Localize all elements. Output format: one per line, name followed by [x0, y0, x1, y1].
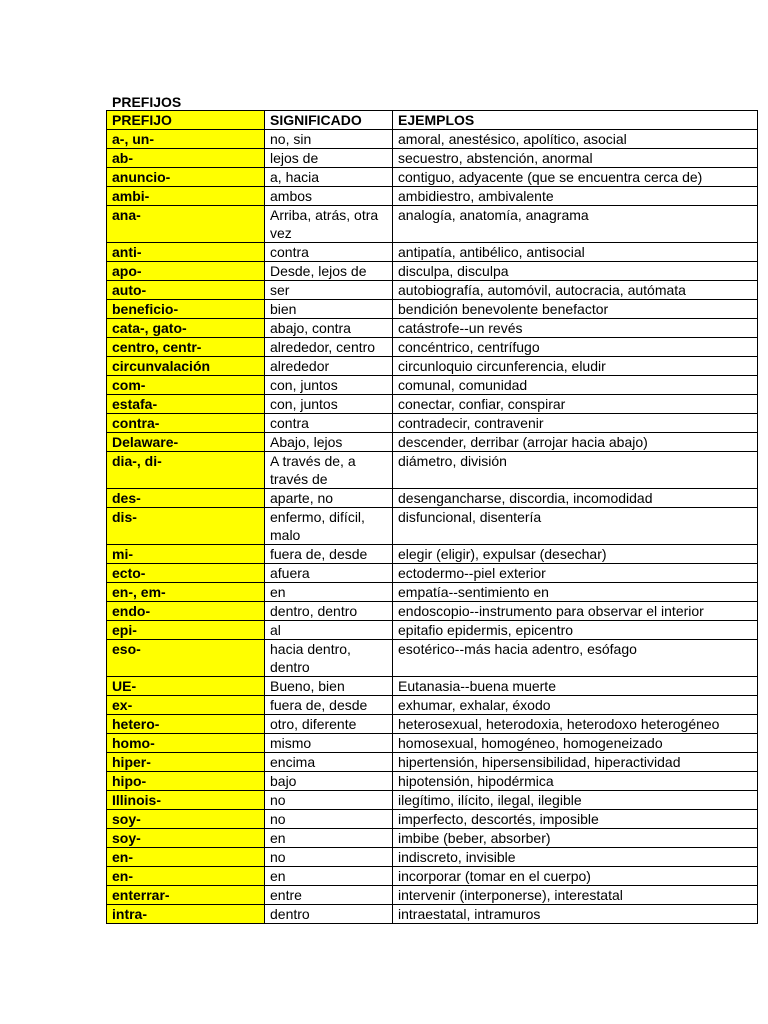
- prefix-cell: soy-: [107, 810, 265, 829]
- prefix-cell: homo-: [107, 734, 265, 753]
- examples-cell: homosexual, homogéneo, homogeneizado: [393, 734, 758, 753]
- table-row: [107, 187, 758, 206]
- prefix-cell: UE-: [107, 677, 265, 696]
- prefix-table: [106, 110, 758, 924]
- table-row: [107, 206, 758, 243]
- table-row: [107, 772, 758, 791]
- prefix-cell: ab-: [107, 149, 265, 168]
- prefix-cell: ecto-: [107, 564, 265, 583]
- prefix-cell: contra-: [107, 414, 265, 433]
- prefix-cell: beneficio-: [107, 300, 265, 319]
- examples-cell: epitafio epidermis, epicentro: [393, 621, 758, 640]
- table-row: [107, 300, 758, 319]
- table-row: [107, 734, 758, 753]
- meaning-cell: aparte, no: [265, 489, 393, 508]
- meaning-cell: enfermo, difícil, malo: [265, 508, 393, 545]
- meaning-cell: Bueno, bien: [265, 677, 393, 696]
- examples-cell: Eutanasia--buena muerte: [393, 677, 758, 696]
- prefix-cell: soy-: [107, 829, 265, 848]
- table-row: [107, 319, 758, 338]
- meaning-cell: bien: [265, 300, 393, 319]
- examples-cell: concéntrico, centrífugo: [393, 338, 758, 357]
- prefix-cell: circunvalación: [107, 357, 265, 376]
- table-row: [107, 168, 758, 187]
- examples-cell: catástrofe--un revés: [393, 319, 758, 338]
- examples-cell: antipatía, antibélico, antisocial: [393, 243, 758, 262]
- examples-cell: intraestatal, intramuros: [393, 905, 758, 924]
- prefix-cell: hiper-: [107, 753, 265, 772]
- meaning-cell: bajo: [265, 772, 393, 791]
- table-row: [107, 262, 758, 281]
- examples-cell: empatía--sentimiento en: [393, 583, 758, 602]
- prefix-cell: en-: [107, 848, 265, 867]
- meaning-cell: Abajo, lejos: [265, 433, 393, 452]
- meaning-cell: en: [265, 829, 393, 848]
- prefix-cell: eso-: [107, 640, 265, 677]
- examples-cell: secuestro, abstención, anormal: [393, 149, 758, 168]
- meaning-cell: al: [265, 621, 393, 640]
- table-row: [107, 281, 758, 300]
- column-header-prefix: PREFIJO: [107, 111, 265, 130]
- prefix-cell: Delaware-: [107, 433, 265, 452]
- table-row: [107, 414, 758, 433]
- prefix-cell: Illinois-: [107, 791, 265, 810]
- meaning-cell: hacia dentro, dentro: [265, 640, 393, 677]
- table-row: [107, 489, 758, 508]
- meaning-cell: a, hacia: [265, 168, 393, 187]
- prefix-cell: intra-: [107, 905, 265, 924]
- table-row: [107, 696, 758, 715]
- table-row: [107, 848, 758, 867]
- table-row: [107, 715, 758, 734]
- table-row: [107, 564, 758, 583]
- meaning-cell: contra: [265, 243, 393, 262]
- examples-cell: disculpa, disculpa: [393, 262, 758, 281]
- prefix-cell: ambi-: [107, 187, 265, 206]
- prefix-cell: epi-: [107, 621, 265, 640]
- meaning-cell: otro, diferente: [265, 715, 393, 734]
- examples-cell: contiguo, adyacente (que se encuentra cerca de): [393, 168, 758, 187]
- prefix-cell: anti-: [107, 243, 265, 262]
- meaning-cell: no, sin: [265, 130, 393, 149]
- examples-cell: exhumar, exhalar, éxodo: [393, 696, 758, 715]
- meaning-cell: alrededor: [265, 357, 393, 376]
- examples-cell: elegir (eligir), expulsar (desechar): [393, 545, 758, 564]
- prefix-cell: cata-, gato-: [107, 319, 265, 338]
- examples-cell: endoscopio--instrumento para observar el interior: [393, 602, 758, 621]
- prefix-cell: dia-, di-: [107, 452, 265, 489]
- table-row: [107, 867, 758, 886]
- table-row: [107, 602, 758, 621]
- page-title: PREFIJOS: [112, 94, 182, 110]
- table-row: [107, 583, 758, 602]
- meaning-cell: lejos de: [265, 149, 393, 168]
- table-row: [107, 338, 758, 357]
- table-row: [107, 433, 758, 452]
- examples-cell: amoral, anestésico, apolítico, asocial: [393, 130, 758, 149]
- meaning-cell: no: [265, 848, 393, 867]
- prefix-cell: en-, em-: [107, 583, 265, 602]
- examples-cell: imperfecto, descortés, imposible: [393, 810, 758, 829]
- meaning-cell: encima: [265, 753, 393, 772]
- prefix-cell: anuncio-: [107, 168, 265, 187]
- column-header-meaning: SIGNIFICADO: [265, 111, 393, 130]
- examples-cell: disfuncional, disentería: [393, 508, 758, 545]
- prefix-cell: centro, centr-: [107, 338, 265, 357]
- examples-cell: hipertensión, hipersensibilidad, hiperactividad: [393, 753, 758, 772]
- meaning-cell: con, juntos: [265, 376, 393, 395]
- meaning-cell: afuera: [265, 564, 393, 583]
- table-row: [107, 395, 758, 414]
- examples-cell: bendición benevolente benefactor: [393, 300, 758, 319]
- prefix-cell: ex-: [107, 696, 265, 715]
- examples-cell: imbibe (beber, absorber): [393, 829, 758, 848]
- meaning-cell: ambos: [265, 187, 393, 206]
- examples-cell: diámetro, división: [393, 452, 758, 489]
- table-row: [107, 545, 758, 564]
- table-row: [107, 829, 758, 848]
- meaning-cell: mismo: [265, 734, 393, 753]
- meaning-cell: dentro, dentro: [265, 602, 393, 621]
- meaning-cell: entre: [265, 886, 393, 905]
- examples-cell: comunal, comunidad: [393, 376, 758, 395]
- meaning-cell: dentro: [265, 905, 393, 924]
- examples-cell: esotérico--más hacia adentro, esófago: [393, 640, 758, 677]
- table-body: [107, 111, 758, 924]
- prefix-cell: mi-: [107, 545, 265, 564]
- table-row: [107, 452, 758, 489]
- meaning-cell: no: [265, 810, 393, 829]
- meaning-cell: en: [265, 867, 393, 886]
- meaning-cell: con, juntos: [265, 395, 393, 414]
- examples-cell: ectodermo--piel exterior: [393, 564, 758, 583]
- table-header-row: [107, 111, 758, 130]
- prefix-cell: apo-: [107, 262, 265, 281]
- prefix-cell: en-: [107, 867, 265, 886]
- prefix-cell: ana-: [107, 206, 265, 243]
- meaning-cell: no: [265, 791, 393, 810]
- table-row: [107, 791, 758, 810]
- prefix-cell: auto-: [107, 281, 265, 300]
- examples-cell: intervenir (interponerse), interestatal: [393, 886, 758, 905]
- table-row: [107, 905, 758, 924]
- table-row: [107, 357, 758, 376]
- examples-cell: contradecir, contravenir: [393, 414, 758, 433]
- prefix-cell: enterrar-: [107, 886, 265, 905]
- table-row: [107, 621, 758, 640]
- examples-cell: ambidiestro, ambivalente: [393, 187, 758, 206]
- table-row: [107, 753, 758, 772]
- table-row: [107, 376, 758, 395]
- examples-cell: desengancharse, discordia, incomodidad: [393, 489, 758, 508]
- meaning-cell: Arriba, atrás, otra vez: [265, 206, 393, 243]
- prefix-cell: a-, un-: [107, 130, 265, 149]
- meaning-cell: en: [265, 583, 393, 602]
- prefix-cell: des-: [107, 489, 265, 508]
- examples-cell: ilegítimo, ilícito, ilegal, ilegible: [393, 791, 758, 810]
- meaning-cell: A través de, a través de: [265, 452, 393, 489]
- prefix-cell: hipo-: [107, 772, 265, 791]
- table-row: [107, 640, 758, 677]
- examples-cell: conectar, confiar, conspirar: [393, 395, 758, 414]
- meaning-cell: abajo, contra: [265, 319, 393, 338]
- meaning-cell: Desde, lejos de: [265, 262, 393, 281]
- prefix-cell: estafa-: [107, 395, 265, 414]
- meaning-cell: alrededor, centro: [265, 338, 393, 357]
- prefix-cell: hetero-: [107, 715, 265, 734]
- examples-cell: incorporar (tomar en el cuerpo): [393, 867, 758, 886]
- table-row: [107, 810, 758, 829]
- meaning-cell: fuera de, desde: [265, 696, 393, 715]
- meaning-cell: fuera de, desde: [265, 545, 393, 564]
- prefix-cell: com-: [107, 376, 265, 395]
- table-row: [107, 149, 758, 168]
- examples-cell: analogía, anatomía, anagrama: [393, 206, 758, 243]
- table-row: [107, 508, 758, 545]
- table-row: [107, 130, 758, 149]
- meaning-cell: contra: [265, 414, 393, 433]
- examples-cell: hipotensión, hipodérmica: [393, 772, 758, 791]
- prefix-cell: endo-: [107, 602, 265, 621]
- column-header-examples: EJEMPLOS: [393, 111, 758, 130]
- meaning-cell: ser: [265, 281, 393, 300]
- examples-cell: autobiografía, automóvil, autocracia, autómata: [393, 281, 758, 300]
- table-row: [107, 677, 758, 696]
- examples-cell: indiscreto, invisible: [393, 848, 758, 867]
- table-row: [107, 243, 758, 262]
- prefix-cell: dis-: [107, 508, 265, 545]
- examples-cell: heterosexual, heterodoxia, heterodoxo heterogéneo: [393, 715, 758, 734]
- examples-cell: circunloquio circunferencia, eludir: [393, 357, 758, 376]
- table-row: [107, 886, 758, 905]
- examples-cell: descender, derribar (arrojar hacia abajo): [393, 433, 758, 452]
